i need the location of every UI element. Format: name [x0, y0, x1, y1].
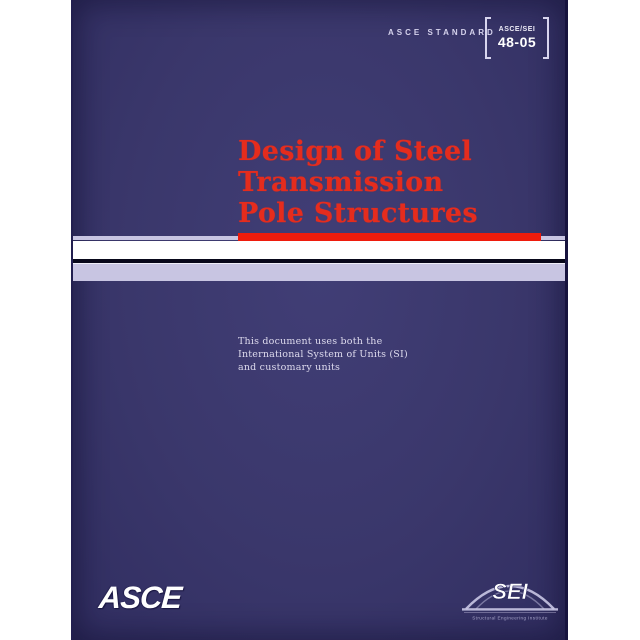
standard-designation: ASCE/SEI: [498, 26, 536, 33]
title-line-2: Transmission: [238, 167, 444, 198]
book-cover: [71, 0, 568, 640]
units-note-line-2: International System of Units (SI): [238, 349, 408, 360]
white-band: [73, 241, 565, 259]
sei-logo: [462, 571, 558, 625]
right-bracket: [543, 17, 549, 59]
standard-label: ASCE STANDARD: [388, 28, 496, 37]
badge-text: [491, 17, 543, 59]
sei-logo-subtext: Structural Engineering Institute: [472, 615, 548, 621]
asce-logo: ASCE: [97, 580, 183, 615]
red-accent-bar: [238, 233, 541, 241]
sei-logo-text: SEI: [492, 579, 528, 604]
book-title: [238, 136, 478, 229]
units-note-line-3: and customary units: [238, 362, 341, 373]
title-line-3: Pole Structures: [238, 198, 478, 229]
lavender-band: [73, 263, 565, 281]
standard-number-badge: [485, 17, 549, 59]
sei-arch-icon: [462, 571, 558, 625]
units-note-line-1: This document uses both the: [238, 336, 383, 347]
title-line-1: Design of Steel: [238, 136, 473, 167]
standard-number: 48-05: [497, 34, 537, 50]
units-note: [238, 335, 408, 374]
